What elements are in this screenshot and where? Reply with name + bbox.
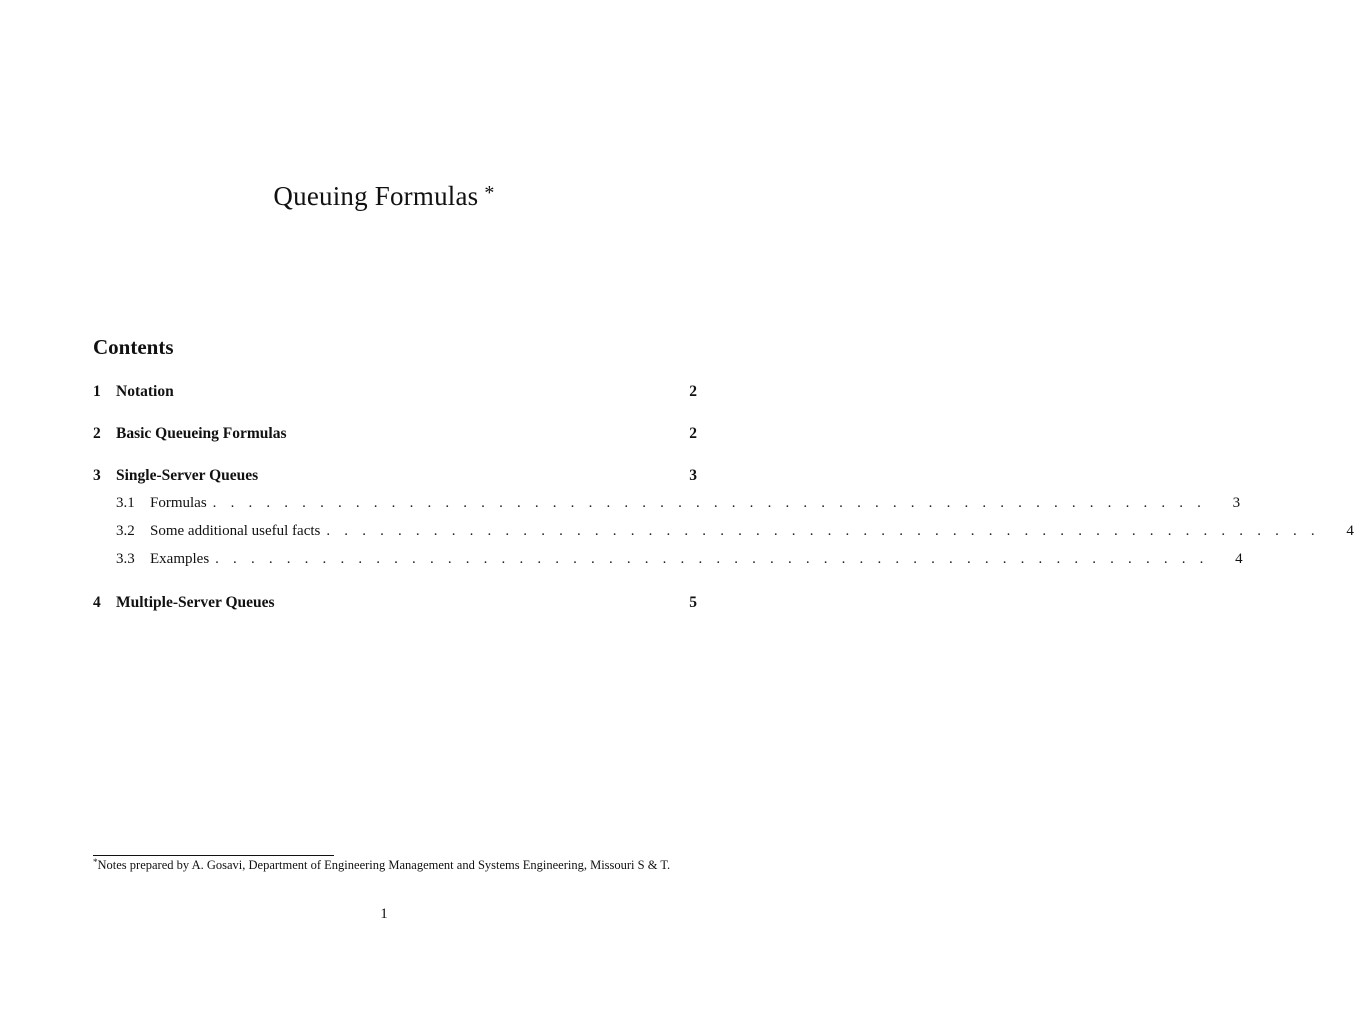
toc-label: Formulas: [150, 495, 207, 511]
toc-number: 3: [93, 467, 101, 484]
toc-page-number: 2: [689, 383, 697, 400]
toc-label: Single-Server Queues: [116, 467, 259, 484]
toc-entry-examples[interactable]: [116, 551, 1243, 571]
contents-heading: Contents: [93, 335, 174, 359]
toc-page-number: 4: [1346, 523, 1354, 539]
toc-page-number: 2: [689, 425, 697, 442]
title-footnote-marker: *: [484, 182, 495, 204]
toc-label: Basic Queueing Formulas: [116, 425, 287, 442]
toc-leader-dots: . . . . . . . . . . . . . . . . . . . . . . . . . . . . . . . . . . . . . . . . . . . . . . . . . . . . . . . .: [326, 523, 1320, 539]
toc-leader-dots: . . . . . . . . . . . . . . . . . . . . . . . . . . . . . . . . . . . . . . . . . . . . . . . . . . . . . . . .: [215, 551, 1209, 567]
toc-entry-formulas[interactable]: [116, 495, 1241, 515]
toc-label: Some additional useful facts: [150, 523, 321, 539]
toc-entry-notation[interactable]: [93, 383, 697, 403]
toc-entry-multiple-server-queues[interactable]: [93, 594, 697, 614]
toc-number: 3.3: [116, 551, 135, 567]
document-title: [0, 181, 768, 212]
toc-number: 2: [93, 425, 101, 442]
toc-number: 4: [93, 594, 101, 611]
footnote-marker: *: [93, 857, 98, 867]
toc-number: 3.1: [116, 495, 135, 511]
toc-label: Multiple-Server Queues: [116, 594, 275, 611]
toc-label: Examples: [150, 551, 210, 567]
toc-page-number: 3: [689, 467, 697, 484]
toc-number: 1: [93, 383, 101, 400]
page-number: 1: [380, 906, 388, 922]
toc-page-number: 5: [689, 594, 697, 611]
footnote: [93, 858, 697, 874]
toc-page-number: 4: [1235, 551, 1243, 567]
title-text: Queuing Formulas: [273, 181, 479, 211]
footnote-rule: [93, 855, 334, 856]
toc-entry-basic-queueing-formulas[interactable]: [93, 425, 697, 445]
toc-entry-additional-useful-facts[interactable]: [116, 523, 1354, 543]
footnote-text: Notes prepared by A. Gosavi, Department of Engineering Management and Systems Engineering, Missouri S & T.: [97, 858, 671, 872]
toc-page-number: 3: [1232, 495, 1241, 511]
toc-entry-single-server-queues[interactable]: [93, 467, 697, 487]
toc-number: 3.2: [116, 523, 135, 539]
toc-label: Notation: [116, 383, 174, 400]
toc-leader-dots: . . . . . . . . . . . . . . . . . . . . . . . . . . . . . . . . . . . . . . . . . . . . . . . . . . . . . . . .: [212, 495, 1207, 511]
